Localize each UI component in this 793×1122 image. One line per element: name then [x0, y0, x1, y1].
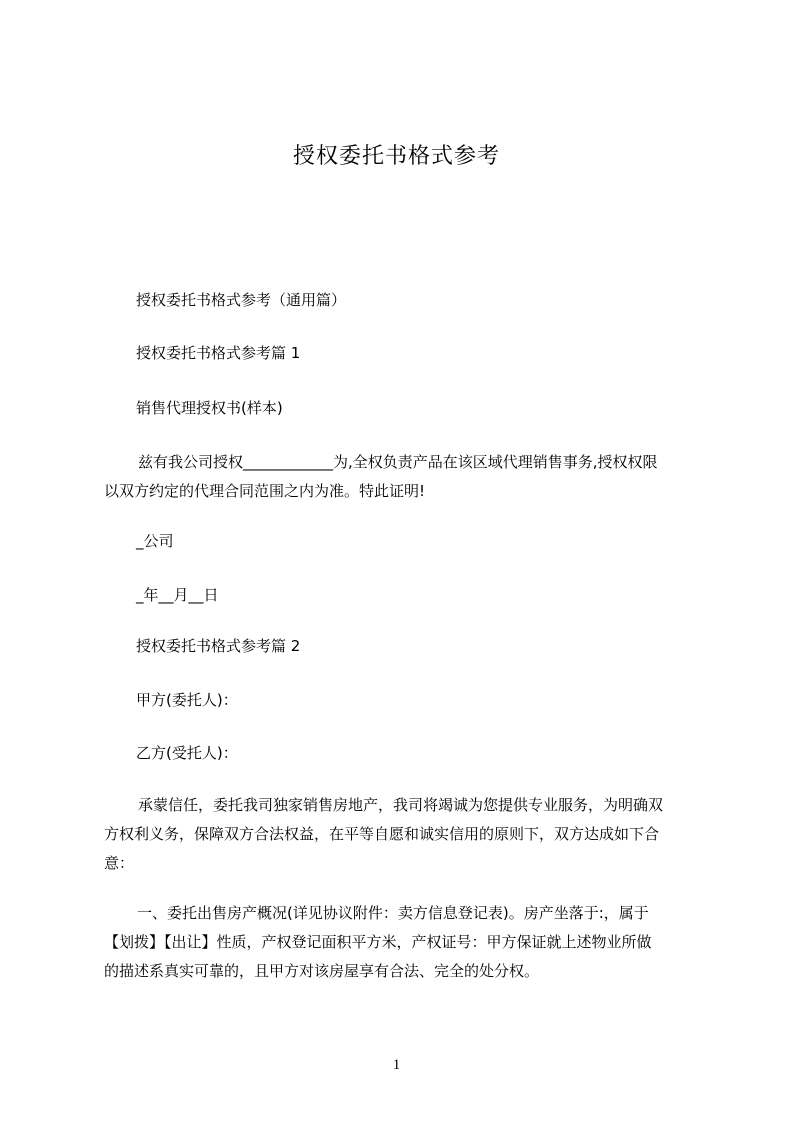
date-line: _年__月__日 — [136, 586, 219, 604]
trust-line-3: 意： — [104, 854, 135, 872]
authorization-paragraph — [104, 448, 704, 506]
clause1-line-2: 【划拨】【出让】性质，产权登记面积平方米，产权证号：甲方保证就上述物业所做 — [104, 933, 652, 951]
party-b-line: 乙方(受托人)： — [136, 744, 238, 762]
article1-heading: 授权委托书格式参考篇 1 — [136, 344, 301, 362]
clause1-line-1: 一、委托出售房产概况(详见协议附件：卖方信息登记表)。房产坐落于:，属于 — [137, 904, 649, 922]
company-line: _公司 — [136, 532, 174, 550]
trust-line-2: 方权利义务，保障双方合法权益，在平等自愿和诚实信用的原则下，双方达成如下合 — [104, 825, 660, 843]
document-title: 授权委托书格式参考 — [292, 144, 500, 169]
sample-title: 销售代理授权书(样本) — [136, 399, 283, 417]
intro-line: 授权委托书格式参考（通用篇） — [136, 291, 347, 309]
trust-paragraph — [104, 791, 704, 878]
article2-heading: 授权委托书格式参考篇 2 — [136, 637, 301, 655]
trust-line-1: 承蒙信任，委托我司独家销售房地产，我司将竭诚为您提供专业服务，为明确双 — [138, 796, 664, 814]
party-a-line: 甲方(委托人)： — [136, 691, 238, 709]
clause1-line-3: 的描述系真实可靠的，且甲方对该房屋享有合法、完全的处分权。 — [104, 962, 540, 980]
page-number: 1 — [392, 1057, 401, 1073]
authorization-line-1: 兹有我公司授权____________为,全权负责产品在该区域代理销售事务,授权权限 — [138, 453, 658, 471]
authorization-line-2: 以双方约定的代理合同范围之内为准。特此证明! — [104, 482, 426, 500]
clause1-paragraph — [104, 899, 704, 986]
